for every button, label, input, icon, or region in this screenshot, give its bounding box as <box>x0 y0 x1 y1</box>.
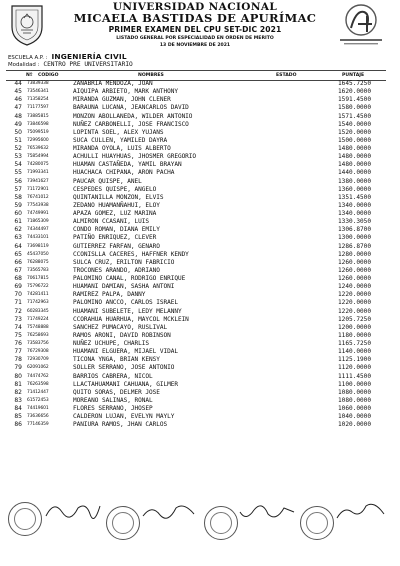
row-number: 83 <box>14 396 22 404</box>
row-score: 1571.4500 <box>338 112 372 120</box>
row-code: 74474762 <box>27 373 49 379</box>
row-number: 82 <box>14 388 22 396</box>
table-row <box>6 259 386 267</box>
row-code: 76741012 <box>27 194 49 200</box>
row-code: 73885815 <box>27 113 49 119</box>
row-score: 1140.0000 <box>338 348 372 356</box>
row-number: 47 <box>14 104 22 112</box>
row-code: 70617815 <box>27 276 49 281</box>
table-row <box>6 202 386 210</box>
row-name: ACHULLI HUAYHUAS, JHOSMER GREGORIO <box>73 153 197 161</box>
table-row <box>6 161 386 169</box>
school-label: ESCUELA A.P. : <box>8 55 48 61</box>
row-score: 1500.0000 <box>338 136 372 144</box>
row-name: SULCA CRUZ, ERILTON FABRICIO <box>73 258 175 266</box>
row-code: 73698119 <box>27 243 49 249</box>
row-number: 51 <box>14 136 22 144</box>
row-name: MIRANDA OYOLA, LUIS ALBERTO <box>73 145 171 152</box>
row-name: FLORES SERRANO, JHOSEP <box>73 405 153 412</box>
row-number: 68 <box>14 275 22 282</box>
row-name: CCORAHUA HUARHUA, MAYCOL MCKLEIN <box>73 315 189 323</box>
row-score: 1125.1900 <box>338 356 372 364</box>
table-row <box>6 397 386 405</box>
row-name: PALOMINO CANAL, RODRIGO ENRIQUE <box>73 275 186 282</box>
row-score: 1220.0000 <box>338 291 372 299</box>
row-code: 74749991 <box>27 211 49 216</box>
table-row <box>6 316 386 324</box>
row-code: 76539632 <box>27 146 49 151</box>
row-score: 1100.0000 <box>338 380 372 388</box>
row-number: 45 <box>14 88 22 96</box>
table-row <box>6 186 386 194</box>
row-name: AIQUIPA ARBIETO, MARK ANTHONY <box>73 88 178 96</box>
row-score: 1280.0000 <box>338 250 372 258</box>
table-row <box>6 218 386 226</box>
row-code: 71358254 <box>27 97 49 103</box>
row-code: 76263598 <box>27 381 49 387</box>
row-score: 1620.0000 <box>338 88 372 96</box>
row-score: 1480.0000 <box>338 161 372 169</box>
signature-area <box>0 484 400 566</box>
row-number: 58 <box>14 193 22 201</box>
official-seal-icon <box>8 502 42 536</box>
row-score: 1060.0000 <box>338 405 372 412</box>
row-code: 62091062 <box>27 365 49 371</box>
table-row <box>6 373 386 381</box>
row-code: 73846598 <box>27 121 49 127</box>
row-name: MIRANDA GUZMAN, JOHN CLENER <box>73 96 171 104</box>
row-number: 85 <box>14 413 22 421</box>
row-number: 66 <box>14 258 22 266</box>
row-score: 1220.0000 <box>338 299 372 307</box>
table-row <box>6 104 386 112</box>
row-name: RAMOS ARONI, DAVID ROBINSON <box>73 331 171 339</box>
university-name-line2: MICAELA BASTIDAS DE APURÍMAC <box>73 11 317 25</box>
modality-line <box>8 61 133 68</box>
row-number: 59 <box>14 201 22 209</box>
row-number: 61 <box>14 218 22 226</box>
row-name: PANIURA RAMOS, JHAN CARLOS <box>73 421 168 429</box>
official-seal-icon <box>300 506 334 540</box>
row-code: 74419601 <box>27 406 49 411</box>
row-number: 50 <box>14 128 22 136</box>
row-code: 75099519 <box>27 129 49 135</box>
row-code: 71177597 <box>27 105 49 111</box>
row-score: 1330.3050 <box>338 218 372 226</box>
row-score: 1111.4500 <box>338 372 372 380</box>
row-name: MONZON ABOLLANEDA, WILDER ANTONIO <box>73 112 193 120</box>
row-number: 56 <box>14 177 22 185</box>
row-name: QUINTANILLA MONZON, ELVIS <box>73 193 164 201</box>
row-code: 74344497 <box>27 227 49 233</box>
signature-icon <box>238 500 296 524</box>
row-score: 1120.0000 <box>338 364 372 372</box>
table-row <box>6 299 386 307</box>
table-row <box>6 137 386 145</box>
table-row <box>6 405 386 413</box>
row-number: 76 <box>14 340 22 347</box>
row-number: 44 <box>14 80 22 87</box>
row-number: 65 <box>14 250 22 258</box>
row-score: 1165.7250 <box>338 340 372 347</box>
row-score: 1351.4500 <box>338 193 372 201</box>
row-code: 71742963 <box>27 300 49 306</box>
university-name-line1: UNIVERSIDAD NACIONAL <box>112 1 278 13</box>
row-name: MOREANO SALINAS, RONAL <box>73 396 153 404</box>
signature-icon <box>334 500 392 524</box>
row-code: 71172901 <box>27 186 49 192</box>
university-seal-icon <box>8 3 46 47</box>
row-name: HUAMAN CASTAÑEDA, YAMIL BRAYAN <box>73 161 182 169</box>
row-number: 70 <box>14 291 22 299</box>
row-code: 72995600 <box>27 137 49 143</box>
row-name: BARRIOS CABRERA, NICOL <box>73 372 153 380</box>
row-number: 69 <box>14 283 22 291</box>
row-code: 74281411 <box>27 292 49 298</box>
row-score: 1580.0000 <box>338 104 372 112</box>
row-name: QUITO SORAS, DELMER JOSE <box>73 388 160 396</box>
row-number: 63 <box>14 234 22 242</box>
row-name: PAUCAR QUISPE, ANEL <box>73 177 142 185</box>
row-score: 1080.0000 <box>338 396 372 404</box>
row-number: 64 <box>14 242 22 250</box>
exam-date: 13 DE NOVIEMBRE DE 2021 <box>159 43 231 48</box>
row-score: 1200.0000 <box>338 323 372 331</box>
table-row <box>6 145 386 153</box>
signature-icon <box>140 500 198 524</box>
row-name: CALDERON LUJAN, EVELYN MAYLY <box>73 413 175 421</box>
row-code: 45437050 <box>27 251 49 257</box>
modality-value: CENTRO PRE UNIVERSITARIO <box>43 61 133 68</box>
table-row <box>6 96 386 104</box>
table-row <box>6 129 386 137</box>
row-score: 1306.8700 <box>338 226 372 234</box>
row-number: 86 <box>14 421 22 429</box>
row-score: 1340.0000 <box>338 210 372 217</box>
row-code: 73583756 <box>27 341 49 346</box>
table-row <box>6 121 386 129</box>
row-number: 67 <box>14 266 22 274</box>
table-row <box>6 234 386 242</box>
table-row <box>6 381 386 389</box>
column-header-names: NOMBRES <box>138 72 164 78</box>
pre-university-center-logo-icon <box>334 2 388 48</box>
row-name: LOPINTA SOEL, ALEX YUJANS <box>73 128 164 136</box>
row-number: 77 <box>14 348 22 356</box>
table-row <box>6 210 386 218</box>
row-score: 1645.7250 <box>338 80 372 87</box>
row-score: 1520.0000 <box>338 128 372 136</box>
row-score: 1260.0000 <box>338 275 372 282</box>
row-score: 1260.0000 <box>338 266 372 274</box>
row-number: 57 <box>14 185 22 193</box>
official-seal-icon <box>204 506 238 540</box>
row-name: LLACTAHUAMANI CAHUANA, GILMER <box>73 380 178 388</box>
row-name: TROCONES ARANDO, ADRIANO <box>73 266 160 274</box>
row-number: 80 <box>14 372 22 380</box>
row-name: TICONA YNGA, BRIAN KENSY <box>73 356 160 364</box>
row-code: 71993341 <box>27 170 49 176</box>
row-score: 1480.0000 <box>338 145 372 152</box>
table-row <box>6 194 386 202</box>
row-code: 71412447 <box>27 389 49 395</box>
row-name: ZEDANO HUAMANÑAHUI, ELOY <box>73 201 160 209</box>
table-row <box>6 324 386 332</box>
row-code: 73546341 <box>27 89 49 95</box>
table-row <box>6 178 386 186</box>
row-number: 73 <box>14 315 22 323</box>
table-row <box>6 340 386 348</box>
row-name: SANCHEZ PUMACAYO, RUSLIVAL <box>73 323 168 331</box>
table-row <box>6 413 386 421</box>
table-row <box>6 364 386 372</box>
row-score: 1040.0000 <box>338 413 372 421</box>
school-value: INGENIERÍA CIVIL <box>51 52 127 61</box>
row-score: 1380.0000 <box>338 177 372 185</box>
row-score: 1286.8700 <box>338 242 372 250</box>
row-number: 74 <box>14 323 22 331</box>
row-number: 84 <box>14 405 22 412</box>
row-code: 60283345 <box>27 308 49 314</box>
row-score: 1540.0000 <box>338 120 372 128</box>
table-row <box>6 243 386 251</box>
row-code: 75854994 <box>27 154 49 160</box>
exam-title: PRIMER EXAMEN DEL CPU SET-DIC 2021 <box>108 25 282 34</box>
row-code: 71749224 <box>27 316 49 322</box>
table-row <box>6 113 386 121</box>
row-code: 73565783 <box>27 267 49 273</box>
table-row <box>6 332 386 340</box>
row-name: NUÑEZ CARBONELLI, JOSE FRANCISCO <box>73 120 189 128</box>
row-score: 1020.0000 <box>338 421 372 429</box>
row-code: 73636656 <box>27 414 49 420</box>
table-row <box>6 275 386 283</box>
table-row <box>6 356 386 364</box>
row-score: 1300.0000 <box>338 234 372 242</box>
column-header-number: Nº <box>26 72 33 78</box>
row-name: HUAMANI SUBELETE, LEDY MELANNY <box>73 307 182 315</box>
row-name: SUCA CULLEN, YAMILED DAYRA <box>73 136 168 144</box>
row-name: APAZA GOMEZ, LUZ MARINA <box>73 210 157 217</box>
row-name: NUÑEZ UCHUPE, CHARLIS <box>73 340 149 347</box>
row-number: 54 <box>14 161 22 169</box>
table-row <box>6 226 386 234</box>
table-row <box>6 80 386 88</box>
row-code: 74280075 <box>27 162 49 168</box>
table-row <box>6 169 386 177</box>
row-number: 81 <box>14 380 22 388</box>
row-number: 78 <box>14 356 22 364</box>
row-score: 1220.0000 <box>338 307 372 315</box>
row-score: 1360.0000 <box>338 185 372 193</box>
row-name: RAMIREZ PALPA, DANNY <box>73 291 146 299</box>
table-row <box>6 267 386 275</box>
row-score: 1480.0000 <box>338 153 372 161</box>
row-score: 1240.0000 <box>338 283 372 291</box>
row-code: 72930709 <box>27 357 49 363</box>
row-name: CONDO ROMAN, DIANA EMILY <box>73 226 160 234</box>
row-name: ZANABRIA MENDOZA, JOAN <box>73 80 153 87</box>
row-score: 1591.4500 <box>338 96 372 104</box>
list-subtitle: LISTADO GENERAL POR ESPECIALIDAD EN ORDEN DE MERITO <box>116 36 274 41</box>
table-row <box>6 421 386 429</box>
row-code: 77543938 <box>27 202 49 208</box>
signature-icon <box>44 498 102 522</box>
column-header-status: ESTADO <box>276 72 297 78</box>
row-number: 49 <box>14 120 22 128</box>
row-number: 75 <box>14 331 22 339</box>
official-seal-icon <box>106 506 140 540</box>
row-number: 72 <box>14 307 22 315</box>
table-row <box>6 283 386 291</box>
row-score: 1340.0000 <box>338 201 372 209</box>
row-score: 1080.0000 <box>338 388 372 396</box>
modality-label: Modalidad : <box>8 62 40 68</box>
table-row <box>6 153 386 161</box>
row-code: 76258693 <box>27 332 49 338</box>
row-score: 1440.0000 <box>338 169 372 177</box>
row-number: 62 <box>14 226 22 234</box>
row-name: HUAMANI ELGUERA, MIJAEL VIDAL <box>73 348 178 356</box>
row-number: 71 <box>14 299 22 307</box>
table-row <box>6 291 386 299</box>
row-number: 46 <box>14 96 22 104</box>
school-line <box>8 52 127 61</box>
row-number: 52 <box>14 145 22 152</box>
row-number: 53 <box>14 153 22 161</box>
row-score: 1180.0000 <box>338 331 372 339</box>
row-code: 61572453 <box>27 397 49 403</box>
row-name: SOLLER SERRANO, JOSE ANTONIO <box>73 364 175 372</box>
row-code: 75796722 <box>27 284 49 290</box>
results-table <box>6 80 386 429</box>
row-number: 48 <box>14 112 22 120</box>
row-name: HUACHACA CHIPANA, ARON PACHA <box>73 169 175 177</box>
row-code: 77146359 <box>27 422 49 428</box>
table-row <box>6 88 386 96</box>
row-number: 60 <box>14 210 22 217</box>
row-score: 1260.0000 <box>338 258 372 266</box>
row-name: PALOMINO ANCCO, CARLOS ISRAEL <box>73 299 178 307</box>
row-code: 73941627 <box>27 178 49 184</box>
row-number: 55 <box>14 169 22 177</box>
document-header <box>0 0 400 60</box>
row-name: BARAUNA LUCANA, JEANCARLOS DAVID <box>73 104 189 112</box>
row-name: GUTIERREZ FARFAN, GENARO <box>73 242 160 250</box>
row-name: CESPEDES QUISPE, ANGELO <box>73 185 157 193</box>
row-code: 76288075 <box>27 259 49 265</box>
row-code: 73839338 <box>27 81 49 86</box>
column-header-code: CODIGO <box>38 72 59 78</box>
table-row <box>6 389 386 397</box>
row-code: 75748888 <box>27 324 49 330</box>
row-code: 76729308 <box>27 349 49 355</box>
row-number: 79 <box>14 364 22 372</box>
table-row <box>6 251 386 259</box>
row-score: 1205.7250 <box>338 315 372 323</box>
row-name: ALMIRON CCASANI, LUIS <box>73 218 149 226</box>
row-name: HUAMANI DAMIAN, SASHA ANTONI <box>73 283 175 291</box>
table-row <box>6 308 386 316</box>
row-name: PATIÑO ENRIQUEZ, CLEVER <box>73 234 157 242</box>
table-row <box>6 348 386 356</box>
row-name: CCONISLLA CACERES, HAFFNER KENDY <box>73 250 189 258</box>
row-code: 74433101 <box>27 235 49 241</box>
row-code: 71865309 <box>27 219 49 225</box>
column-header-score: PUNTAJE <box>342 72 365 78</box>
